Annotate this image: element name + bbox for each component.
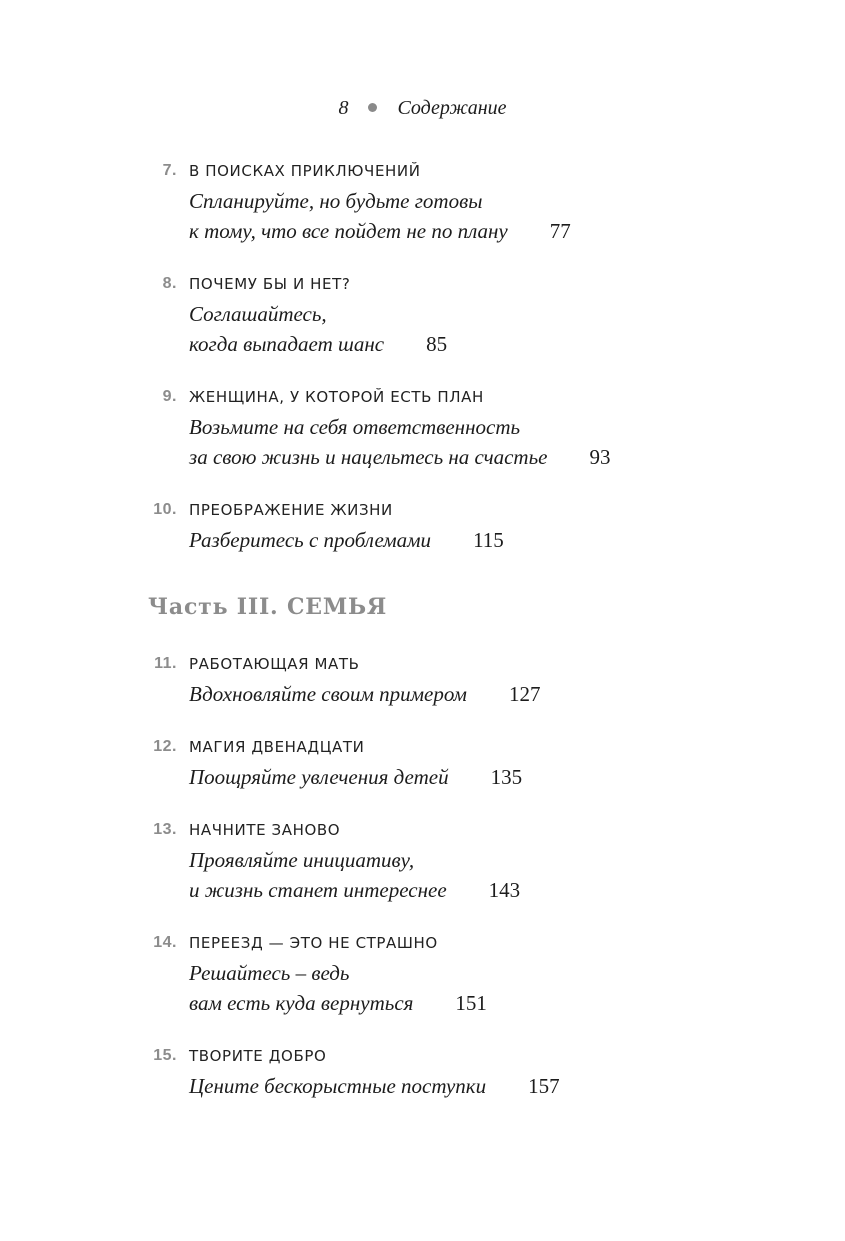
chapter-subtitle-line2: вам есть куда вернуться 151 [189,991,487,1015]
chapter-subtitle-line2: и жизнь станет интереснее 143 [189,878,521,902]
chapter-subtitle: Соглашайтесь, [189,302,327,326]
chapter-subtitle: Спланируйте, но будьте готовы [189,189,483,213]
page-number: 77 [549,219,571,243]
chapter-title: ПОЧЕМУ БЫ И НЕТ? [189,275,351,293]
chapter-title: ПЕРЕЕЗД — ЭТО НЕ СТРАШНО [189,934,438,952]
header-section-title: Содержание [397,97,507,119]
chapter-number: 13. [153,821,177,838]
page-number: 135 [490,765,523,789]
page-number: 157 [528,1074,560,1098]
page-number: 127 [508,682,541,706]
chapter-subtitle: Вдохновляйте своим примером 127 [189,682,541,706]
chapter-title: МАГИЯ ДВЕНАДЦАТИ [189,738,365,756]
page-number: 93 [589,445,611,469]
chapter-number: 10. [153,501,177,518]
chapter-subtitle: Разберитесь с проблемами 115 [189,528,504,552]
chapter-subtitle-line2: к тому, что все пойдет не по плану 77 [189,219,571,243]
chapter-subtitle: Цените бескорыстные поступки 157 [189,1074,560,1098]
chapter-title: ТВОРИТЕ ДОБРО [189,1047,327,1065]
chapter-title: ПРЕОБРАЖЕНИЕ ЖИЗНИ [189,501,393,519]
chapter-number: 15. [153,1047,177,1064]
chapter-number: 12. [153,738,177,755]
chapter-subtitle: Поощряйте увлечения детей 135 [189,765,523,789]
page-number: 151 [455,991,487,1015]
chapter-title: НАЧНИТЕ ЗАНОВО [189,821,341,839]
running-header [0,97,845,120]
part-heading: Часть III. СЕМЬЯ [148,594,388,620]
chapter-subtitle: Решайтесь – ведь [189,961,350,985]
chapter-subtitle-line2: когда выпадает шанс 85 [189,332,448,356]
chapter-number: 8. [162,275,177,292]
chapter-number: 7. [162,162,177,179]
chapter-number: 9. [162,388,177,405]
chapter-number: 14. [153,934,177,951]
chapter-subtitle: Возьмите на себя ответственность [189,415,521,439]
chapter-number: 11. [154,655,177,672]
chapter-title: РАБОТАЮЩАЯ МАТЬ [189,655,360,673]
chapter-title: ЖЕНЩИНА, У КОТОРОЙ ЕСТЬ ПЛАН [189,388,484,406]
page-number: 115 [473,528,504,552]
page-number: 85 [426,332,448,356]
page-number: 143 [488,878,521,902]
chapter-subtitle: Проявляйте инициативу, [189,848,415,872]
chapter-subtitle-line2: за свою жизнь и нацельтесь на счастье 93 [189,445,611,469]
bullet-separator [368,103,377,112]
header-page-number: 8 [338,97,349,119]
chapter-title: В ПОИСКАХ ПРИКЛЮЧЕНИЙ [189,162,421,180]
